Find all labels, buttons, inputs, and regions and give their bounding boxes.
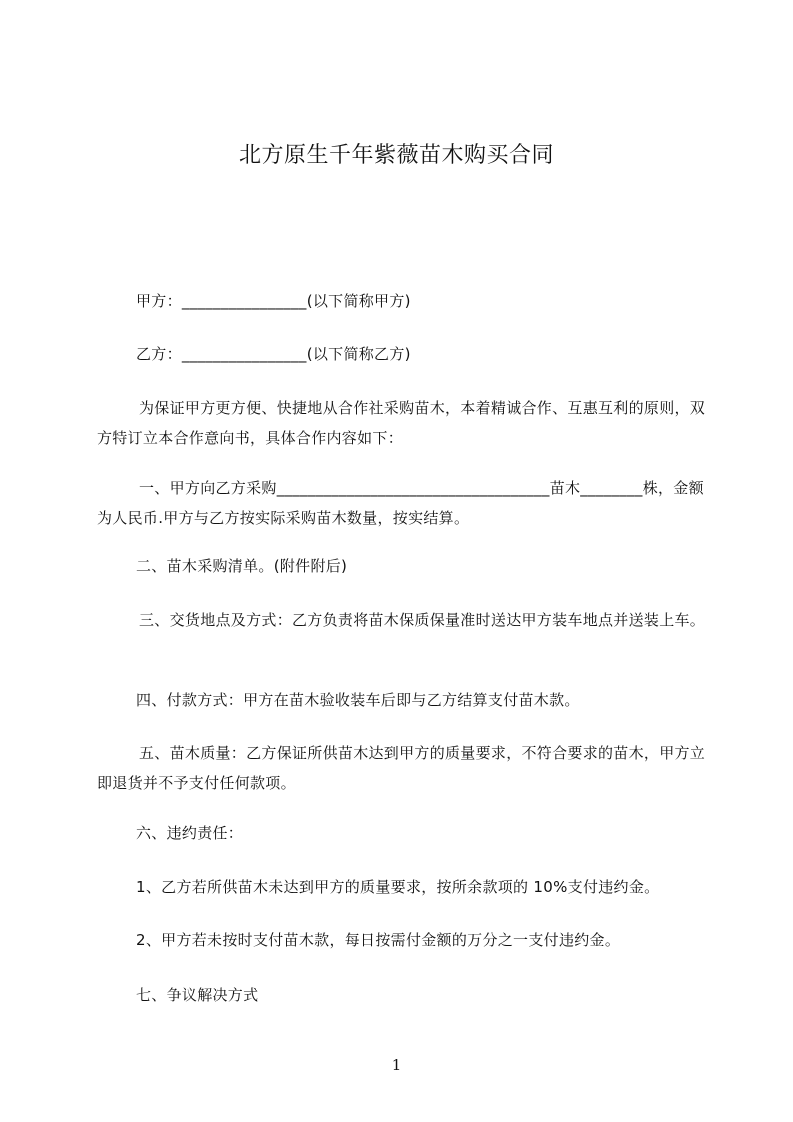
clause-6-item-1: 1、乙方若所供苗木未达到甲方的质量要求，按所余款项的 10%支付违约金。	[136, 878, 660, 896]
clause-4-paragraph: 四、付款方式：甲方在苗木验收装车后即与乙方结算支付苗木款。	[136, 691, 580, 709]
party-b-line: 乙方：________________(以下简称乙方)	[136, 345, 411, 363]
clause-5-paragraph: 五、苗木质量：乙方保证所供苗木达到甲方的质量要求，不符合要求的苗木，甲方立即退货并不予支付任何款项。	[97, 744, 706, 792]
clause-6-item-2: 2、甲方若未按时支付苗木款，每日按需付金额的万分之一支付违约金。	[136, 931, 621, 949]
preamble-paragraph: 为保证甲方更方便、快捷地从合作社采购苗木，本着精诚合作、互惠互利的原则，双方特订立本合作意向书，具体合作内容如下：	[97, 399, 706, 447]
clause-2-paragraph: 二、苗木采购清单。(附件附后)	[136, 557, 348, 575]
clause-7-heading: 七、争议解决方式	[136, 986, 259, 1004]
clause-1-paragraph: 一、甲方向乙方采购___________________________________苗木________株，金额为人民币.甲方与乙方按实际采购苗木数量，按实结算。	[97, 479, 704, 527]
clause-6-heading: 六、违约责任：	[136, 824, 244, 842]
clause-3-paragraph: 三、交货地点及方式：乙方负责将苗木保质保量准时送达甲方装车地点并送装上车。	[139, 611, 706, 629]
document-title: 北方原生千年紫薇苗木购买合同	[238, 143, 554, 168]
page-number: 1	[391, 1056, 402, 1074]
party-a-line: 甲方：________________(以下简称甲方)	[136, 292, 411, 310]
